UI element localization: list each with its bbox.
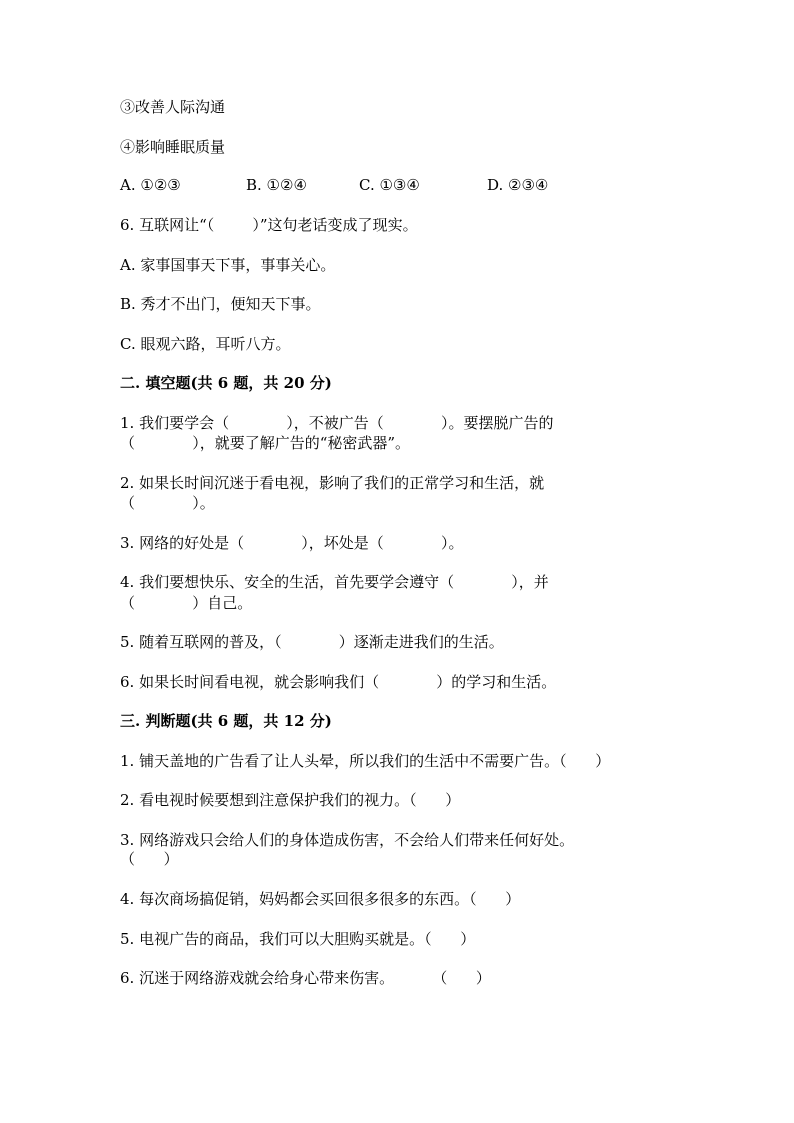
- judge-q3-line1: 3. 网络游戏只会给人们的身体造成伤害，不会给人们带来任何好处。: [120, 831, 575, 849]
- answer-c: C. 眼观六路，耳听八方。: [120, 335, 291, 353]
- fill-q3: 3. 网络的好处是（ ），坏处是（ ）。: [120, 534, 464, 552]
- judge-q3-line2: （ ）: [120, 850, 179, 868]
- fill-q2-line2: （ ）。: [120, 494, 215, 512]
- line-1: ③改善人际沟通: [120, 98, 226, 116]
- fill-q1-line2: （ ），就要了解广告的“秘密武器”。: [120, 434, 411, 452]
- judge-q4: 4. 每次商场搞促销，妈妈都会买回很多很多的东西。（ ）: [120, 890, 521, 908]
- section-heading-fill: 二. 填空题(共 6 题，共 20 分): [120, 374, 332, 392]
- judge-q1: 1. 铺天盖地的广告看了让人头晕，所以我们的生活中不需要广告。（ ）: [120, 752, 611, 770]
- question-6: 6. 互联网让“（ ）”这句老话变成了现实。: [120, 216, 418, 234]
- option-a: A. ①②③: [120, 176, 181, 194]
- option-b: B. ①②④: [246, 176, 307, 194]
- option-c: C. ①③④: [359, 176, 420, 194]
- fill-q6: 6. 如果长时间看电视，就会影响我们（ ）的学习和生活。: [120, 673, 557, 691]
- judge-q5: 5. 电视广告的商品，我们可以大胆购买就是。（ ）: [120, 930, 476, 948]
- line-2: ④影响睡眠质量: [120, 138, 226, 156]
- fill-q4-line1: 4. 我们要想快乐、安全的生活，首先要学会遵守（ ），并: [120, 573, 549, 591]
- option-d: D. ②③④: [487, 176, 549, 194]
- judge-q6: 6. 沉迷于网络游戏就会给身心带来伤害。 （ ）: [120, 969, 491, 987]
- fill-q5: 5. 随着互联网的普及，（ ）逐渐走进我们的生活。: [120, 633, 504, 651]
- answer-b: B. 秀才不出门，便知天下事。: [120, 295, 321, 313]
- section-heading-judge: 三. 判断题(共 6 题，共 12 分): [120, 712, 332, 730]
- fill-q1-line1: 1. 我们要学会（ ），不被广告（ ）。要摆脱广告的: [120, 414, 554, 432]
- fill-q2-line1: 2. 如果长时间沉迷于看电视，影响了我们的正常学习和生活，就: [120, 474, 545, 492]
- fill-q4-line2: （ ）自己。: [120, 594, 253, 612]
- answer-a: A. 家事国事天下事，事事关心。: [120, 256, 336, 274]
- judge-q2: 2. 看电视时候要想到注意保护我们的视力。（ ）: [120, 791, 461, 809]
